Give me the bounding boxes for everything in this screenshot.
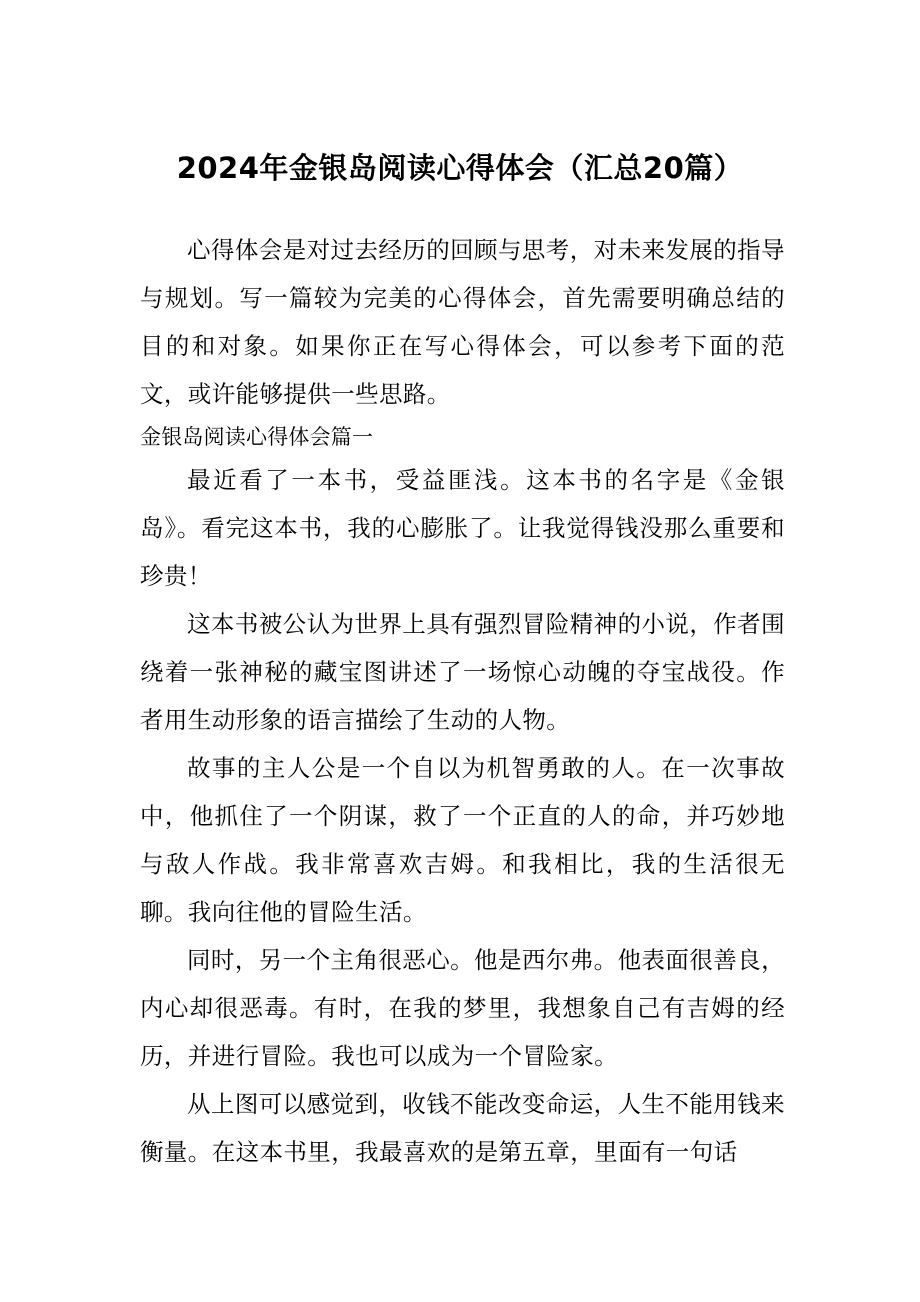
document-title: 2024年金银岛阅读心得体会（汇总20篇） <box>176 151 744 185</box>
section-heading: 金银岛阅读心得体会篇一 <box>140 425 374 449</box>
intro-paragraph: 心得体会是对过去经历的回顾与思考，对未来发展的指导与规划。写一篇较为完美的心得体会，首先需要明确总结的目的和对象。如果你正在写心得体会，可以参考下面的范文，或许能够提供一些思路。 <box>140 236 785 408</box>
body-paragraph-3: 故事的主人公是一个自以为机智勇敢的人。在一次事故中，他抓住了一个阴谋，救了一个正直的人的命，并巧妙地与敌人作战。我非常喜欢吉姆。和我相比，我的生活很无聊。我向往他的冒险生活。 <box>140 754 785 926</box>
body-paragraph-1: 最近看了一本书，受益匪浅。这本书的名字是《金银岛》。看完这本书，我的心膨胀了。让我觉得钱没那么重要和珍贵！ <box>140 466 785 590</box>
body-paragraph-5: 从上图可以感觉到，收钱不能改变命运，人生不能用钱来衡量。在这本书里，我最喜欢的是第五章，里面有一句话 <box>140 1090 785 1166</box>
document-body <box>140 226 785 1176</box>
body-paragraph-2: 这本书被公认为世界上具有强烈冒险精神的小说，作者围绕着一张神秘的藏宝图讲述了一场惊心动魄的夺宝战役。作者用生动形象的语言描绘了生动的人物。 <box>140 610 785 734</box>
body-paragraph-4: 同时，另一个主角很恶心。他是西尔弗。他表面很善良，内心却很恶毒。有时，在我的梦里，我想象自己有吉姆的经历，并进行冒险。我也可以成为一个冒险家。 <box>140 946 785 1070</box>
